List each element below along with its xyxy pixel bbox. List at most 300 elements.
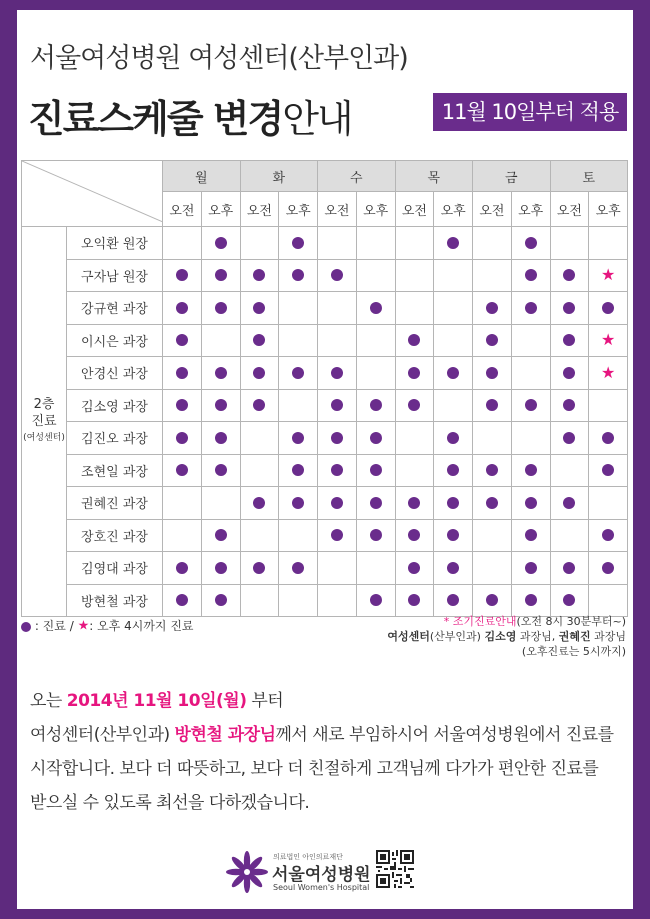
schedule-cell xyxy=(279,292,318,325)
clinic-dot-icon xyxy=(408,497,420,509)
diagonal-line xyxy=(22,161,163,222)
schedule-cell xyxy=(163,487,202,520)
clinic-dot-icon xyxy=(215,562,227,574)
legend-dot-label: : 진료 xyxy=(34,619,66,633)
schedule-cell xyxy=(589,292,628,325)
legend xyxy=(21,617,194,635)
schedule-cell xyxy=(356,357,395,390)
schedule-cell xyxy=(279,552,318,585)
clinic-dot-icon xyxy=(215,464,227,476)
flower-logo-icon xyxy=(226,850,268,894)
clinic-dot-icon xyxy=(176,464,188,476)
half-day-header: 오전 xyxy=(163,192,202,227)
schedule-cell xyxy=(589,324,628,357)
schedule-cell xyxy=(201,259,240,292)
schedule-cell xyxy=(240,422,279,455)
clinic-dot-icon xyxy=(331,529,343,541)
note-dept: (산부인과) xyxy=(429,630,481,643)
schedule-cell xyxy=(318,519,357,552)
schedule-cell xyxy=(511,454,550,487)
body-date: 2014년 11월 10일(월) xyxy=(66,691,247,711)
clinic-dot-icon xyxy=(447,497,459,509)
schedule-cell xyxy=(511,422,550,455)
legend-dot-icon xyxy=(21,622,31,632)
schedule-cell xyxy=(589,584,628,617)
schedule-cell xyxy=(550,324,589,357)
clinic-dot-icon xyxy=(253,334,265,346)
schedule-cell xyxy=(201,487,240,520)
half-day-header: 오후 xyxy=(356,192,395,227)
clinic-dot-icon xyxy=(370,497,382,509)
schedule-cell xyxy=(395,584,434,617)
clinic-dot-icon xyxy=(486,302,498,314)
clinic-dot-icon xyxy=(525,594,537,606)
doctor-name: 장호진 과장 xyxy=(67,519,163,552)
clinic-dot-icon xyxy=(292,464,304,476)
clinic-dot-icon xyxy=(176,594,188,606)
schedule-cell xyxy=(511,324,550,357)
title-bold: 진료스케줄 변경 xyxy=(28,97,283,141)
schedule-cell xyxy=(163,389,202,422)
schedule-cell xyxy=(473,357,512,390)
floor-label xyxy=(22,227,67,617)
schedule-cell xyxy=(395,389,434,422)
table-row xyxy=(22,422,628,455)
schedule-cell xyxy=(163,227,202,260)
schedule-cell xyxy=(279,227,318,260)
doctor-name: 방현철 과장 xyxy=(67,584,163,617)
early-clinic-notes xyxy=(387,614,626,659)
schedule-cell xyxy=(163,357,202,390)
doctor-name: 김소영 과장 xyxy=(67,389,163,422)
schedule-cell xyxy=(473,259,512,292)
clinic-dot-icon xyxy=(253,269,265,281)
schedule-cell xyxy=(550,389,589,422)
clinic-dot-icon xyxy=(602,562,614,574)
schedule-cell xyxy=(511,259,550,292)
schedule-cell xyxy=(163,519,202,552)
clinic-dot-icon xyxy=(215,432,227,444)
schedule-cell xyxy=(589,227,628,260)
clinic-dot-icon xyxy=(563,367,575,379)
schedule-cell xyxy=(240,552,279,585)
clinic-dot-icon xyxy=(563,334,575,346)
schedule-cell xyxy=(279,389,318,422)
clinic-dot-icon xyxy=(253,302,265,314)
schedule-cell xyxy=(279,487,318,520)
page-subtitle: 서울여성병원 여성센터(산부인과) xyxy=(30,43,408,74)
schedule-cell xyxy=(279,357,318,390)
qr-code-icon xyxy=(376,850,414,888)
schedule-cell xyxy=(279,454,318,487)
clinic-dot-icon xyxy=(408,562,420,574)
table-row xyxy=(22,487,628,520)
schedule-cell xyxy=(395,357,434,390)
schedule-cell xyxy=(240,259,279,292)
half-day-header: 오전 xyxy=(473,192,512,227)
schedule-cell xyxy=(163,292,202,325)
schedule-cell xyxy=(550,292,589,325)
early-clinic-title: 조기진료안내 xyxy=(452,615,517,628)
table-corner xyxy=(22,161,163,227)
schedule-cell xyxy=(550,454,589,487)
schedule-table xyxy=(21,160,628,617)
logo-foundation: 의료법인 아인의료재단 xyxy=(273,853,343,861)
schedule-cell xyxy=(240,519,279,552)
schedule-cell xyxy=(318,389,357,422)
clinic-dot-icon xyxy=(331,367,343,379)
schedule-cell xyxy=(163,259,202,292)
schedule-cell xyxy=(279,259,318,292)
clinic-dot-icon xyxy=(253,367,265,379)
floor-label-line: 진료 xyxy=(31,414,57,429)
schedule-cell xyxy=(434,584,473,617)
schedule-cell xyxy=(434,487,473,520)
half-day-header: 오후 xyxy=(511,192,550,227)
clinic-dot-icon xyxy=(525,269,537,281)
schedule-cell xyxy=(356,487,395,520)
effective-date-badge: 11월 10일부터 적용 xyxy=(433,93,627,131)
schedule-cell xyxy=(511,552,550,585)
doctor-name: 이시은 과장 xyxy=(67,324,163,357)
table-row xyxy=(22,519,628,552)
half-day-header: 오후 xyxy=(434,192,473,227)
announcement-text xyxy=(30,684,614,820)
clinic-dot-icon xyxy=(408,529,420,541)
schedule-cell xyxy=(318,357,357,390)
schedule-cell xyxy=(240,324,279,357)
clinic-dot-icon xyxy=(215,594,227,606)
schedule-cell xyxy=(395,227,434,260)
note-mark: * xyxy=(443,615,450,628)
schedule-cell xyxy=(434,422,473,455)
clinic-dot-icon xyxy=(602,529,614,541)
doctor-name: 김영대 과장 xyxy=(67,552,163,585)
half-day-header: 오전 xyxy=(395,192,434,227)
schedule-cell xyxy=(550,422,589,455)
table-row xyxy=(22,552,628,585)
schedule-cell xyxy=(473,324,512,357)
schedule-cell xyxy=(589,259,628,292)
schedule-cell xyxy=(434,552,473,585)
clinic-dot-icon xyxy=(486,497,498,509)
body-l1-a: 오는 xyxy=(30,691,62,711)
clinic-dot-icon xyxy=(331,269,343,281)
clinic-dot-icon xyxy=(447,594,459,606)
schedule-cell xyxy=(395,259,434,292)
schedule-cell xyxy=(395,454,434,487)
doctor-name: 오익환 원장 xyxy=(67,227,163,260)
schedule-cell xyxy=(279,324,318,357)
clinic-dot-icon xyxy=(525,562,537,574)
day-header: 월 xyxy=(163,161,241,192)
schedule-cell xyxy=(318,584,357,617)
schedule-cell xyxy=(240,389,279,422)
schedule-cell xyxy=(511,487,550,520)
clinic-dot-icon xyxy=(563,399,575,411)
clinic-dot-icon xyxy=(292,432,304,444)
legend-separator: / xyxy=(69,619,74,633)
table-row xyxy=(22,324,628,357)
clinic-dot-icon xyxy=(292,497,304,509)
clinic-dot-icon xyxy=(215,399,227,411)
logo-name: 서울여성병원 xyxy=(272,865,371,885)
schedule-cell xyxy=(356,422,395,455)
schedule-cell xyxy=(356,584,395,617)
schedule-cell xyxy=(318,454,357,487)
clinic-dot-icon xyxy=(525,464,537,476)
clinic-dot-icon xyxy=(215,529,227,541)
schedule-cell xyxy=(163,422,202,455)
schedule-cell xyxy=(201,357,240,390)
doctor-name: 권혜진 과장 xyxy=(67,487,163,520)
schedule-cell xyxy=(201,519,240,552)
schedule-cell xyxy=(473,584,512,617)
schedule-cell xyxy=(201,454,240,487)
clinic-dot-icon xyxy=(215,269,227,281)
schedule-cell xyxy=(434,454,473,487)
table-row xyxy=(22,389,628,422)
clinic-dot-icon xyxy=(525,497,537,509)
clinic-dot-icon xyxy=(253,497,265,509)
half-day-header: 오후 xyxy=(279,192,318,227)
half-day-header: 오전 xyxy=(550,192,589,227)
clinic-dot-icon xyxy=(563,497,575,509)
clinic-dot-icon xyxy=(563,562,575,574)
doctor-name: 조현일 과장 xyxy=(67,454,163,487)
schedule-cell xyxy=(395,487,434,520)
schedule-cell xyxy=(395,324,434,357)
schedule-cell xyxy=(201,292,240,325)
clinic-dot-icon xyxy=(176,432,188,444)
note-afternoon: (오후진료는 5시까지) xyxy=(521,645,626,658)
body-l1-b: 부터 xyxy=(251,691,284,711)
clinic-dot-icon xyxy=(370,432,382,444)
schedule-cell xyxy=(240,487,279,520)
clinic-dot-icon xyxy=(176,302,188,314)
body-l2-b: 께서 새로 부임하시어 서울여성병원에서 진료를 xyxy=(275,725,614,745)
schedule-cell xyxy=(473,519,512,552)
day-header: 수 xyxy=(318,161,396,192)
early-clinic-time: (오전 8시 30분부터~) xyxy=(516,615,626,628)
clinic-dot-icon xyxy=(408,594,420,606)
schedule-cell xyxy=(434,227,473,260)
schedule-cell xyxy=(473,227,512,260)
clinic-dot-icon xyxy=(176,269,188,281)
schedule-cell xyxy=(434,357,473,390)
title-light: 안내 xyxy=(282,97,352,141)
schedule-cell xyxy=(318,422,357,455)
schedule-cell xyxy=(589,389,628,422)
clinic-dot-icon xyxy=(370,399,382,411)
schedule-cell xyxy=(356,519,395,552)
clinic-dot-icon xyxy=(370,464,382,476)
schedule-cell xyxy=(318,227,357,260)
table-row xyxy=(22,584,628,617)
clinic-dot-icon xyxy=(176,399,188,411)
schedule-cell xyxy=(356,259,395,292)
clinic-dot-icon xyxy=(292,237,304,249)
body-doctor-name: 방현철 과장님 xyxy=(174,725,276,745)
schedule-cell xyxy=(395,422,434,455)
star-icon: ★ xyxy=(600,330,616,350)
note-title1: 과장님, xyxy=(519,630,556,643)
table-row xyxy=(22,292,628,325)
schedule-cell xyxy=(318,324,357,357)
schedule-cell xyxy=(356,389,395,422)
schedule-cell xyxy=(473,552,512,585)
star-icon: ★ xyxy=(600,362,616,382)
schedule-cell xyxy=(356,227,395,260)
clinic-dot-icon xyxy=(486,594,498,606)
clinic-dot-icon xyxy=(292,269,304,281)
clinic-dot-icon xyxy=(331,497,343,509)
legend-star-label: : 오후 4시까지 진료 xyxy=(89,619,194,633)
schedule-cell xyxy=(240,227,279,260)
star-icon: ★ xyxy=(600,265,616,285)
clinic-dot-icon xyxy=(447,237,459,249)
schedule-cell xyxy=(473,454,512,487)
note-doc2: 권혜진 xyxy=(558,630,591,643)
logo-english-name: Seoul Women's Hospital xyxy=(273,883,370,892)
schedule-cell xyxy=(318,259,357,292)
clinic-dot-icon xyxy=(602,432,614,444)
schedule-cell xyxy=(434,292,473,325)
doctor-name: 강규현 과장 xyxy=(67,292,163,325)
schedule-cell xyxy=(473,422,512,455)
clinic-dot-icon xyxy=(563,269,575,281)
clinic-dot-icon xyxy=(525,302,537,314)
half-day-header: 오전 xyxy=(318,192,357,227)
legend-star-icon: ★ xyxy=(77,618,90,634)
schedule-cell xyxy=(550,357,589,390)
schedule-cell xyxy=(279,584,318,617)
schedule-cell xyxy=(395,552,434,585)
schedule-cell xyxy=(589,552,628,585)
schedule-cell xyxy=(318,487,357,520)
schedule-cell xyxy=(395,519,434,552)
schedule-cell xyxy=(240,357,279,390)
table-row xyxy=(22,357,628,390)
schedule-cell xyxy=(550,584,589,617)
schedule-cell xyxy=(511,389,550,422)
schedule-cell xyxy=(201,584,240,617)
floor-label-line: (여성센터) xyxy=(23,433,65,443)
clinic-dot-icon xyxy=(292,562,304,574)
clinic-dot-icon xyxy=(563,594,575,606)
floor-label-line: 2층 xyxy=(33,397,55,412)
schedule-cell xyxy=(163,584,202,617)
clinic-dot-icon xyxy=(176,562,188,574)
schedule-cell xyxy=(511,292,550,325)
table-row xyxy=(22,259,628,292)
schedule-cell xyxy=(589,454,628,487)
body-l3: 시작합니다. 보다 더 따뜻하고, 보다 더 친절하게 고객님께 다가가 편안한 진료를 xyxy=(30,759,599,779)
clinic-dot-icon xyxy=(215,237,227,249)
table-row xyxy=(22,454,628,487)
schedule-cell xyxy=(318,292,357,325)
clinic-dot-icon xyxy=(292,367,304,379)
schedule-cell xyxy=(201,389,240,422)
schedule-cell xyxy=(395,292,434,325)
body-l2-a: 여성센터(산부인과) xyxy=(30,725,170,745)
clinic-dot-icon xyxy=(525,237,537,249)
schedule-cell xyxy=(550,259,589,292)
schedule-cell xyxy=(163,454,202,487)
schedule-cell xyxy=(201,552,240,585)
schedule-cell xyxy=(511,519,550,552)
clinic-dot-icon xyxy=(215,367,227,379)
schedule-cell xyxy=(550,487,589,520)
schedule-cell xyxy=(240,584,279,617)
half-day-header: 오후 xyxy=(589,192,628,227)
note-doc1: 김소영 xyxy=(484,630,517,643)
schedule-cell xyxy=(589,519,628,552)
clinic-dot-icon xyxy=(447,464,459,476)
clinic-dot-icon xyxy=(253,399,265,411)
schedule-cell xyxy=(163,324,202,357)
half-day-header: 오전 xyxy=(240,192,279,227)
clinic-dot-icon xyxy=(176,367,188,379)
clinic-dot-icon xyxy=(331,432,343,444)
clinic-dot-icon xyxy=(408,367,420,379)
schedule-cell xyxy=(511,584,550,617)
schedule-cell xyxy=(201,324,240,357)
clinic-dot-icon xyxy=(447,562,459,574)
clinic-dot-icon xyxy=(447,529,459,541)
clinic-dot-icon xyxy=(486,334,498,346)
clinic-dot-icon xyxy=(447,367,459,379)
clinic-dot-icon xyxy=(602,302,614,314)
schedule-cell xyxy=(511,227,550,260)
clinic-dot-icon xyxy=(331,399,343,411)
schedule-cell xyxy=(473,389,512,422)
clinic-dot-icon xyxy=(408,399,420,411)
schedule-cell xyxy=(589,422,628,455)
schedule-cell xyxy=(589,487,628,520)
schedule-cell xyxy=(589,357,628,390)
day-header: 토 xyxy=(550,161,628,192)
clinic-dot-icon xyxy=(563,302,575,314)
schedule-cell xyxy=(511,357,550,390)
schedule-cell xyxy=(201,422,240,455)
note-center: 여성센터 xyxy=(387,630,430,643)
schedule-cell xyxy=(318,552,357,585)
schedule-cell xyxy=(356,324,395,357)
clinic-dot-icon xyxy=(447,432,459,444)
schedule-cell xyxy=(550,519,589,552)
clinic-dot-icon xyxy=(602,464,614,476)
clinic-dot-icon xyxy=(408,334,420,346)
schedule-cell xyxy=(434,324,473,357)
day-header: 화 xyxy=(240,161,318,192)
schedule-cell xyxy=(434,389,473,422)
body-l4: 받으실 수 있도록 최선을 다하겠습니다. xyxy=(30,793,310,813)
schedule-cell xyxy=(473,292,512,325)
note-title2: 과장님 xyxy=(594,630,626,643)
clinic-dot-icon xyxy=(563,432,575,444)
clinic-dot-icon xyxy=(331,464,343,476)
table-row xyxy=(22,227,628,260)
day-header: 금 xyxy=(473,161,551,192)
schedule-cell xyxy=(356,552,395,585)
doctor-name: 안경신 과장 xyxy=(67,357,163,390)
clinic-dot-icon xyxy=(525,529,537,541)
clinic-dot-icon xyxy=(370,594,382,606)
clinic-dot-icon xyxy=(486,464,498,476)
clinic-dot-icon xyxy=(176,334,188,346)
schedule-cell xyxy=(240,292,279,325)
